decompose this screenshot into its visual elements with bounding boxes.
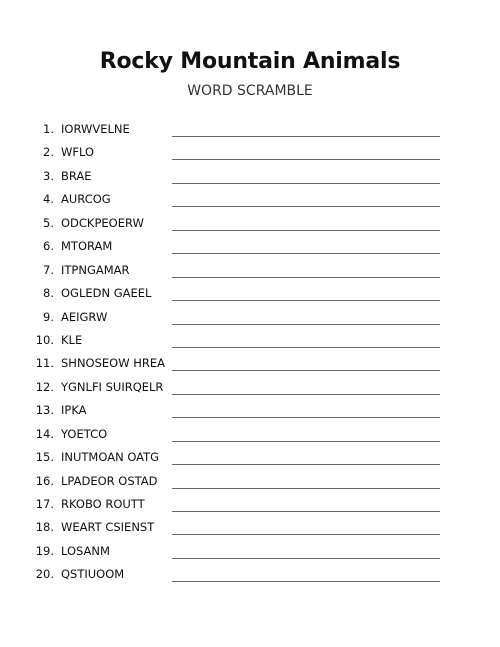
list-item xyxy=(0,353,500,376)
answer-line xyxy=(172,206,440,207)
item-number: 15. xyxy=(35,450,54,465)
scrambled-word: INUTMOAN OATG xyxy=(61,450,160,465)
list-item xyxy=(0,189,500,212)
item-number: 11. xyxy=(35,356,54,371)
scrambled-word: WEART CSIENST xyxy=(61,520,155,535)
item-number: 1. xyxy=(43,122,54,136)
scrambled-word: RKOBO ROUTT xyxy=(61,497,145,511)
item-number: 14. xyxy=(35,426,54,441)
answer-line xyxy=(172,394,440,395)
scrambled-word: LPADEOR OSTAD xyxy=(61,473,158,488)
list-item xyxy=(0,166,500,189)
worksheet-title: Rocky Mountain Animals xyxy=(99,49,401,74)
scrambled-word: BRAE xyxy=(61,168,92,183)
item-number: 12. xyxy=(35,379,54,394)
item-number: 13. xyxy=(35,403,54,418)
answer-line xyxy=(172,464,440,465)
list-item xyxy=(0,541,500,564)
scrambled-word: IORWVELNE xyxy=(61,122,130,136)
answer-line xyxy=(172,324,440,325)
item-number: 20. xyxy=(35,567,54,582)
answer-line xyxy=(172,253,440,254)
scrambled-word: YOETCO xyxy=(61,426,108,441)
list-item xyxy=(0,307,500,330)
scrambled-word: WFLO xyxy=(61,145,95,160)
list-item xyxy=(0,142,500,165)
worksheet-subtitle: WORD SCRAMBLE xyxy=(187,83,313,99)
list-item xyxy=(0,564,500,587)
scrambled-word: IPKA xyxy=(61,403,87,418)
item-number: 18. xyxy=(35,520,54,535)
answer-line xyxy=(172,159,440,160)
list-item xyxy=(0,471,500,494)
scrambled-word: YGNLFI SUIRQELR xyxy=(61,379,164,394)
item-number: 4. xyxy=(43,192,54,207)
item-number: 5. xyxy=(43,215,54,230)
scrambled-word: OGLEDN GAEEL xyxy=(61,286,152,301)
list-item xyxy=(0,283,500,306)
scrambled-word: AEIGRW xyxy=(61,309,108,324)
answer-line xyxy=(172,534,440,535)
answer-line xyxy=(172,183,440,184)
list-item xyxy=(0,517,500,540)
list-item xyxy=(0,377,500,400)
scrambled-word: ITPNGAMAR xyxy=(61,262,130,277)
list-item xyxy=(0,330,500,353)
item-number: 16. xyxy=(35,473,54,488)
scrambled-word: ODCKPEOERW xyxy=(61,215,144,230)
scrambled-word: AURCOG xyxy=(61,192,111,207)
answer-line xyxy=(172,511,440,512)
list-item xyxy=(0,213,500,236)
item-number: 2. xyxy=(43,145,54,160)
item-number: 9. xyxy=(43,309,54,324)
answer-line xyxy=(172,136,440,137)
answer-line xyxy=(172,441,440,442)
answer-line xyxy=(172,558,440,559)
item-number: 10. xyxy=(35,332,54,347)
list-item xyxy=(0,494,500,517)
answer-line xyxy=(172,230,440,231)
scrambled-word: KLE xyxy=(61,332,83,347)
answer-line xyxy=(172,300,440,301)
list-item xyxy=(0,236,500,259)
item-number: 3. xyxy=(43,168,54,183)
item-number: 7. xyxy=(43,262,54,277)
list-item xyxy=(0,400,500,423)
answer-line xyxy=(172,370,440,371)
answer-line xyxy=(172,347,440,348)
answer-line xyxy=(172,581,440,582)
answer-line xyxy=(172,277,440,278)
list-item xyxy=(0,260,500,283)
scrambled-word: SHNOSEOW HREA xyxy=(61,356,166,371)
item-number: 19. xyxy=(35,543,54,558)
scrambled-word: MTORAM xyxy=(61,239,113,254)
item-number: 6. xyxy=(43,239,54,254)
scrambled-word: LOSANM xyxy=(61,543,110,558)
answer-line xyxy=(172,417,440,418)
answer-line xyxy=(172,488,440,489)
item-number: 17. xyxy=(35,497,54,511)
list-item xyxy=(0,424,500,447)
item-number: 8. xyxy=(43,286,54,301)
scramble-list xyxy=(0,119,500,588)
list-item xyxy=(0,447,500,470)
list-item xyxy=(0,119,500,142)
scrambled-word: QSTIUOOM xyxy=(61,567,125,582)
